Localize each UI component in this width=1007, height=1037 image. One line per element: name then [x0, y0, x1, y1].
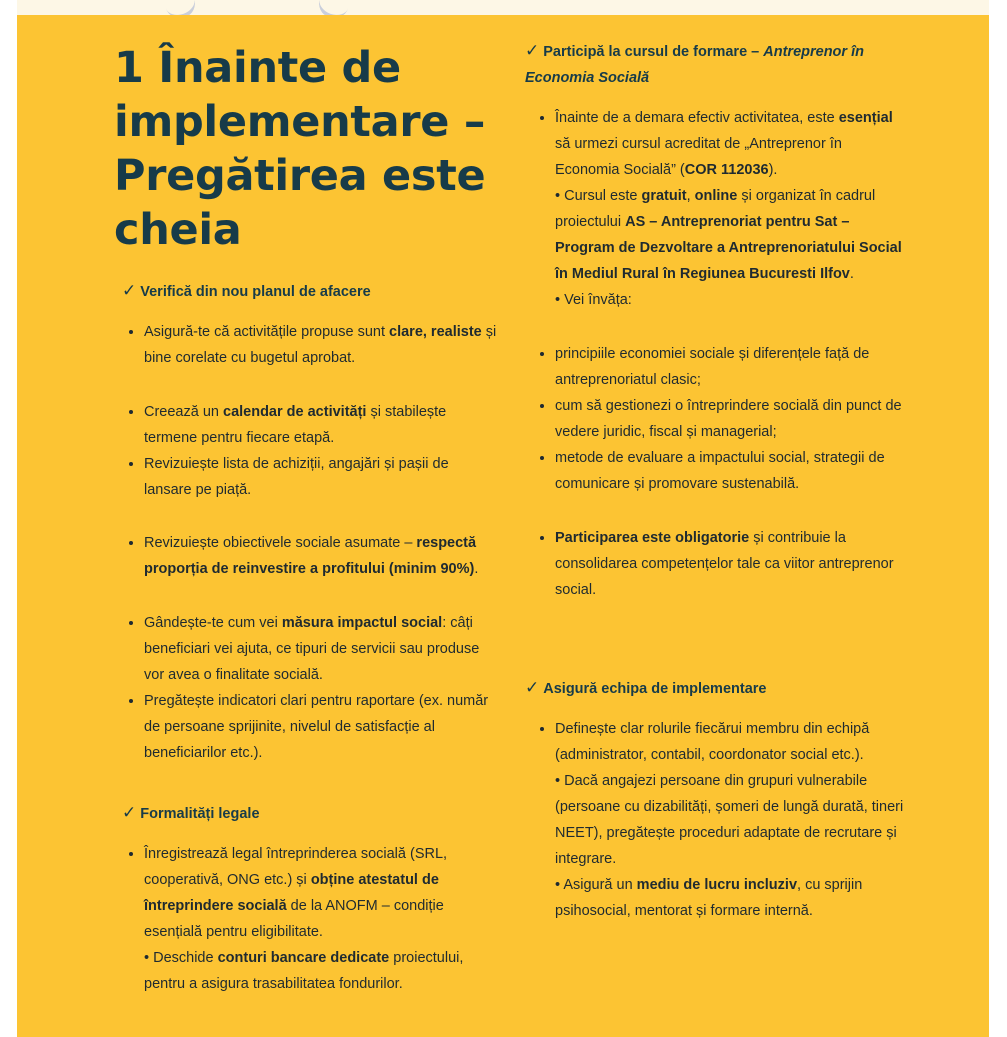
list-item: • Revizuiește lista de achiziții, angajări și pașii de lansare pe piață. — [144, 451, 499, 503]
list-item: • cum să gestionezi o întreprindere socială din punct de vedere juridic, fiscal și managerial; — [555, 393, 905, 445]
section-heading-training: ✓ Participă la cursul de formare – Antreprenor în Economia Socială — [525, 41, 864, 86]
right-column — [525, 15, 905, 924]
content-panel — [17, 15, 989, 1037]
list-item: • Definește clar rolurile fiecărui membru din echipă (administrator, contabil, coordonator social etc.). • Dacă angajezi persoane din grupuri vulnerabile (persoane cu dizabilități, șomeri de lungă durată, tineri NEET), pregătește proceduri adaptate de recrutare și integrare. • Asigură un mediu de lucru incluziv, cu sprijin psihosocial, mentorat și formare internă. — [555, 716, 905, 924]
section-heading-business-plan: ✓ Verifică din nou planul de afacere — [122, 281, 371, 300]
list-item: • principiile economiei sociale și diferențele față de antreprenoriatul clasic; — [555, 341, 905, 393]
left-column — [114, 15, 499, 997]
checkmark-icon: ✓ — [525, 678, 540, 697]
list-item: • Înregistrează legal întreprinderea socială (SRL, cooperativă, ONG etc.) și obține atestatul de întreprindere socială de la ANOFM – condiție esențială pentru eligibilitate. • Deschide conturi bancare dedicate proiectului, pentru a asigura trasabilitatea fondurilor. — [144, 841, 499, 997]
section-heading-team: ✓ Asigură echipa de implementare — [525, 678, 767, 697]
list-item: • Participarea este obligatorie și contribuie la consolidarea competențelor tale ca viitor antreprenor social. — [555, 525, 905, 603]
section-heading-legal: ✓ Formalități legale — [122, 803, 260, 822]
list-item: • metode de evaluare a impactului social, strategii de comunicare și promovare sustenabilă. — [555, 445, 905, 497]
list-item: • Asigură-te că activitățile propuse sunt clare, realiste și bine corelate cu bugetul aprobat. — [144, 319, 499, 371]
checkmark-icon: ✓ — [525, 41, 540, 60]
list-item: • Gândește-te cum vei măsura impactul social: câți beneficiari vei ajuta, ce tipuri de servicii sau produse vor avea o finalitate socială. — [144, 610, 499, 688]
checkmark-icon: ✓ — [122, 803, 137, 822]
training-list — [525, 105, 905, 313]
top-strip — [17, 0, 989, 15]
business-plan-list — [114, 610, 499, 766]
list-item: • Revizuiește obiectivele sociale asumate – respectă proporția de reinvestire a profitului (minim 90%). — [144, 530, 499, 582]
list-item: • Înainte de a demara efectiv activitatea, este esențial să urmezi cursul acreditat de „Antreprenor în Economia Socială” (COR 112036). • Cursul este gratuit, online și organizat în cadrul proiectului AS – Antreprenoriat pentru Sat – Program de Dezvoltare a Antreprenoriatului Social în Mediul Rural în Regiunea Bucuresti Ilfov. • Vei învăța: — [555, 105, 905, 313]
business-plan-list — [114, 399, 499, 503]
training-list — [525, 525, 905, 603]
training-list — [525, 341, 905, 497]
team-list — [525, 716, 905, 924]
page-title: 1 Înainte de implementare – Pregătirea este cheia — [114, 43, 486, 255]
legal-list — [114, 841, 499, 997]
checkmark-icon: ✓ — [122, 281, 137, 300]
list-item: • Creează un calendar de activități și stabilește termene pentru fiecare etapă. — [144, 399, 499, 451]
list-item: • Pregătește indicatori clari pentru raportare (ex. număr de persoane sprijinite, nivelul de satisfacție al beneficiarilor etc.). — [144, 688, 499, 766]
business-plan-list — [114, 319, 499, 371]
business-plan-list — [114, 530, 499, 582]
